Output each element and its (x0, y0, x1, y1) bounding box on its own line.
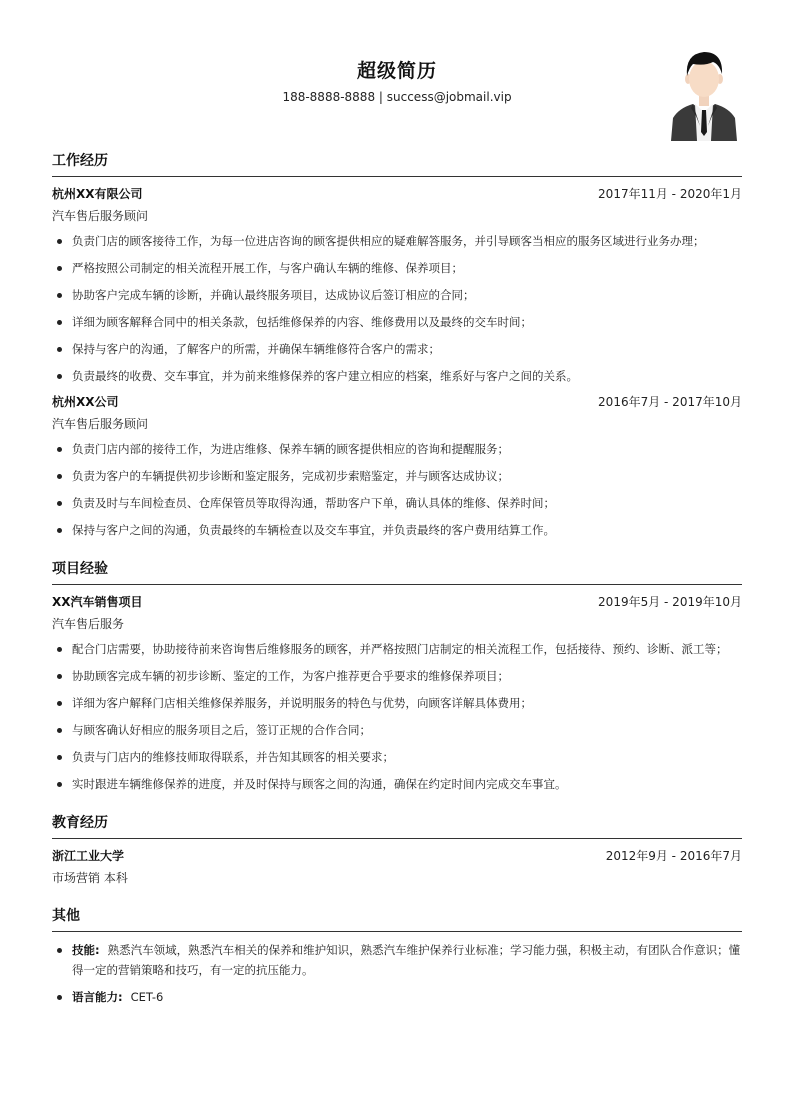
list-item: 保持与客户的沟通，了解客户的所需，并确保车辆维修符合客户的需求； (52, 339, 742, 359)
work-entry (52, 393, 742, 540)
job-title: 汽车售后服务顾问 (52, 209, 149, 223)
work-entry (52, 185, 742, 386)
project-section-title: 项目经验 (52, 558, 742, 585)
list-item: 负责最终的收费、交车事宜，并为前来维修保养的客户建立相应的档案，维系好与客户之间的关系。 (52, 366, 742, 386)
list-item: 负责及时与车间检查员、仓库保管员等取得沟通，帮助客户下单，确认具体的维修、保养时间； (52, 493, 742, 513)
list-item: 配合门店需要，协助接待前来咨询售后维修服务的顾客，并严格按照门店制定的相关流程工作，包括接待、预约、诊断、派工等； (52, 639, 742, 659)
resume-header (52, 0, 742, 150)
language-value: CET-6 (130, 990, 164, 1004)
date-range: 2019年5月 - 2019年10月 (598, 595, 742, 609)
language-label: 语言能力: (72, 990, 123, 1004)
other-list (52, 940, 742, 1007)
avatar (669, 46, 739, 141)
contact-info: 188-8888-8888 | success@jobmail.vip (282, 90, 512, 104)
list-item (52, 940, 742, 980)
list-item: 详细为客户解释门店相关维修保养服务，并说明服务的特色与优势，向顾客详解具体费用； (52, 693, 742, 713)
school-name: 浙江工业大学 (52, 849, 125, 863)
list-item: 保持与客户之间的沟通，负责最终的车辆检查以及交车事宜，并负责最终的客户费用结算工作。 (52, 520, 742, 540)
responsibility-list (52, 231, 742, 386)
responsibility-list (52, 439, 742, 540)
work-section-title: 工作经历 (52, 150, 742, 177)
date-range: 2016年7月 - 2017年10月 (598, 395, 742, 409)
project-entry (52, 593, 742, 794)
list-item: 负责门店的顾客接待工作，为每一位进店咨询的顾客提供相应的疑难解答服务，并引导顾客当相应的服务区域进行业务办理； (52, 231, 742, 251)
list-item: 协助顾客完成车辆的初步诊断、鉴定的工作，为客户推荐更合乎要求的维修保养项目； (52, 666, 742, 686)
list-item (52, 987, 742, 1007)
other-section (52, 905, 742, 1007)
list-item: 负责门店内部的接待工作，为进店维修、保养车辆的顾客提供相应的咨询和提醒服务； (52, 439, 742, 459)
education-section-title: 教育经历 (52, 812, 742, 839)
list-item: 实时跟进车辆维修保养的进度，并及时保持与顾客之间的沟通，确保在约定时间内完成交车事宜。 (52, 774, 742, 794)
date-range: 2012年9月 - 2016年7月 (605, 849, 742, 863)
company-name: 杭州XX公司 (52, 395, 119, 409)
list-item: 负责为客户的车辆提供初步诊断和鉴定服务，完成初步索赔鉴定，并与顾客达成协议； (52, 466, 742, 486)
project-role: 汽车售后服务 (52, 617, 125, 631)
resume-name: 超级简历 (356, 60, 437, 82)
list-item: 详细为顾客解释合同中的相关条款，包括维修保养的内容、维修费用以及最终的交车时间； (52, 312, 742, 332)
skills-label: 技能: (72, 943, 100, 957)
date-range: 2017年11月 - 2020年1月 (598, 187, 742, 201)
company-name: 杭州XX有限公司 (52, 187, 143, 201)
resume-page (52, 0, 742, 1025)
work-section (52, 150, 742, 540)
responsibility-list (52, 639, 742, 794)
list-item: 与顾客确认好相应的服务项目之后，签订正规的合作合同； (52, 720, 742, 740)
list-item: 负责与门店内的维修技师取得联系，并告知其顾客的相关要求； (52, 747, 742, 767)
list-item: 严格按照公司制定的相关流程开展工作，与客户确认车辆的维修、保养项目； (52, 258, 742, 278)
education-section (52, 812, 742, 887)
skills-value: 熟悉汽车领域，熟悉汽车相关的保养和维护知识，熟悉汽车维护保养行业标准；学习能力强，积极主动，有团队合作意识；懂得一定的营销策略和技巧，有一定的抗压能力。 (72, 943, 741, 977)
major-degree: 市场营销 本科 (52, 871, 128, 885)
project-name: XX汽车销售项目 (52, 595, 143, 609)
other-section-title: 其他 (52, 905, 742, 932)
job-title: 汽车售后服务顾问 (52, 417, 149, 431)
list-item: 协助客户完成车辆的诊断，并确认最终服务项目，达成协议后签订相应的合同； (52, 285, 742, 305)
project-section (52, 558, 742, 794)
